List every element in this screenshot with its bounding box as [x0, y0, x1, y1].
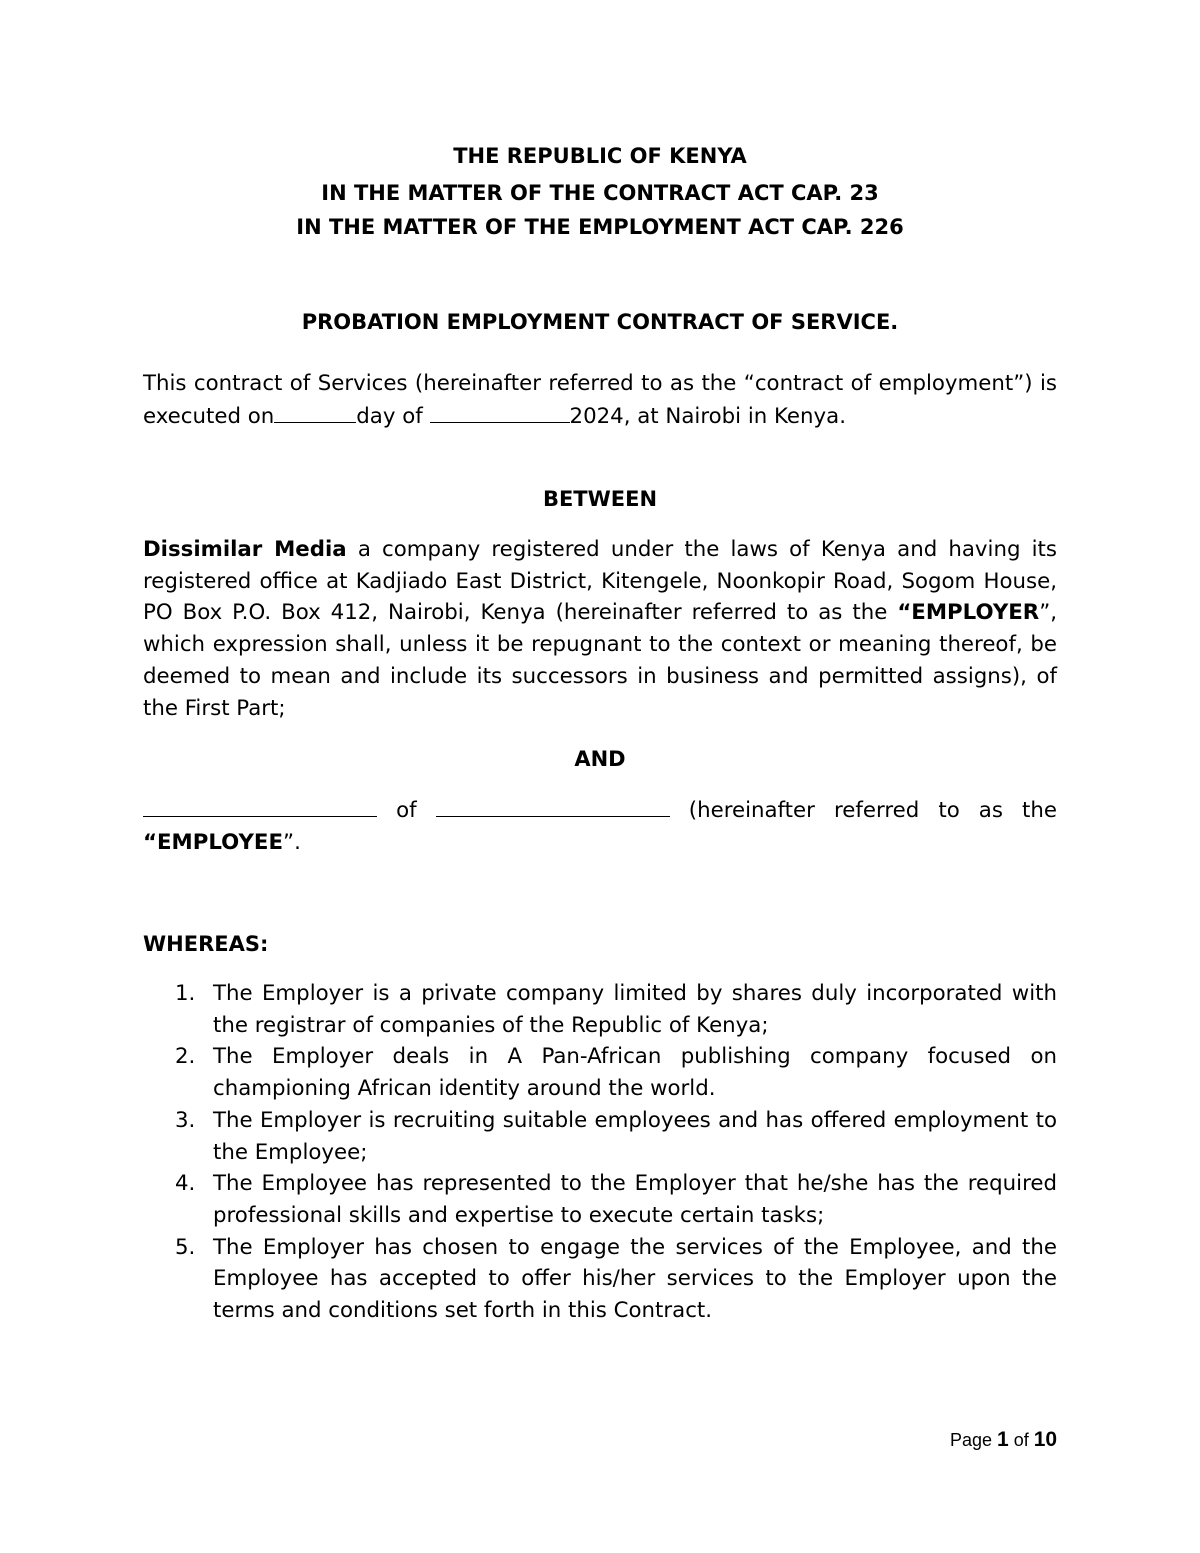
list-item-number: 1.: [175, 981, 196, 1006]
list-item: [0, 1168, 1200, 1231]
whereas-list: [0, 978, 1200, 1327]
intro-text-1: This contract of Services (hereinafter referred to as the “contract of employment”) is executed on: [143, 371, 1057, 429]
month-blank: [430, 400, 570, 423]
page-footer: [950, 1428, 1057, 1452]
employer-label: “EMPLOYER: [897, 600, 1040, 626]
employee-text-1: (hereinafter referred to as the: [669, 798, 1057, 823]
employee-text-2: ”.: [283, 829, 301, 855]
list-item-text: The Employer has chosen to engage the services of the Employee, and the Employee has accepted to offer his/her services to the Employer upon the terms and conditions set forth in this Contract.: [213, 1234, 1057, 1324]
list-item-text: The Employer is a private company limited by shares duly incorporated with the registrar of companies of the Republic of Kenya;: [213, 981, 1057, 1038]
whereas-heading: WHEREAS:: [143, 932, 269, 956]
intro-text-2: day of: [356, 403, 430, 429]
header-line-2: IN THE MATTER OF THE CONTRACT ACT CAP. 23: [321, 181, 879, 205]
list-item: [0, 1232, 1200, 1327]
page-label: Page: [950, 1430, 998, 1450]
list-item-text: The Employer is recruiting suitable employees and has offered employment to the Employee;: [213, 1107, 1057, 1165]
page-current: 1: [997, 1428, 1009, 1451]
employee-of-text: of: [377, 798, 436, 823]
page-of-label: of: [1008, 1430, 1034, 1450]
list-item: [0, 978, 1200, 1041]
day-blank: [274, 400, 356, 423]
employer-text-2: ”, which expression shall, unless it be repugnant to the context or meaning thereof, be deemed to mean and include its successors in business and permitted assigns), of the First Part;: [143, 600, 1057, 721]
employee-label: “EMPLOYEE: [143, 829, 284, 855]
list-item-number: 2.: [175, 1044, 196, 1070]
employer-text-1: a company registered under the laws of Kenya and having its registered office at Kadjiado East District, Kitengele, Noonkopir Road, Sogom House, PO Box P.O. Box 412, Nairobi, Kenya (hereinafter referred to as the: [143, 537, 1058, 626]
between-label: BETWEEN: [542, 487, 658, 511]
employer-name: Dissimilar Media: [143, 537, 347, 562]
and-label: AND: [574, 747, 626, 771]
list-item-number: 4.: [175, 1171, 196, 1197]
employer-paragraph: [143, 534, 1057, 724]
intro-paragraph: [143, 368, 1057, 432]
header-line-3: IN THE MATTER OF THE EMPLOYMENT ACT CAP. 226: [296, 215, 904, 239]
page-total: 10: [1033, 1428, 1058, 1451]
list-item-text: The Employer deals in A Pan-African publishing company focused on championing African identity around the world.: [213, 1044, 1057, 1102]
intro-text-3: 2024, at Nairobi in Kenya.: [569, 403, 846, 429]
list-item: [0, 1105, 1200, 1168]
employee-address-blank: [436, 794, 670, 817]
list-item: [0, 1041, 1200, 1104]
employee-name-blank: [143, 794, 377, 817]
employee-paragraph: [143, 794, 1057, 858]
document-title: PROBATION EMPLOYMENT CONTRACT OF SERVICE.: [301, 310, 899, 334]
list-item-number: 3.: [175, 1107, 196, 1133]
header-line-1: THE REPUBLIC OF KENYA: [453, 144, 747, 168]
list-item-number: 5.: [175, 1234, 196, 1260]
list-item-text: The Employee has represented to the Employer that he/she has the required professional skills and expertise to execute certain tasks;: [213, 1171, 1057, 1228]
